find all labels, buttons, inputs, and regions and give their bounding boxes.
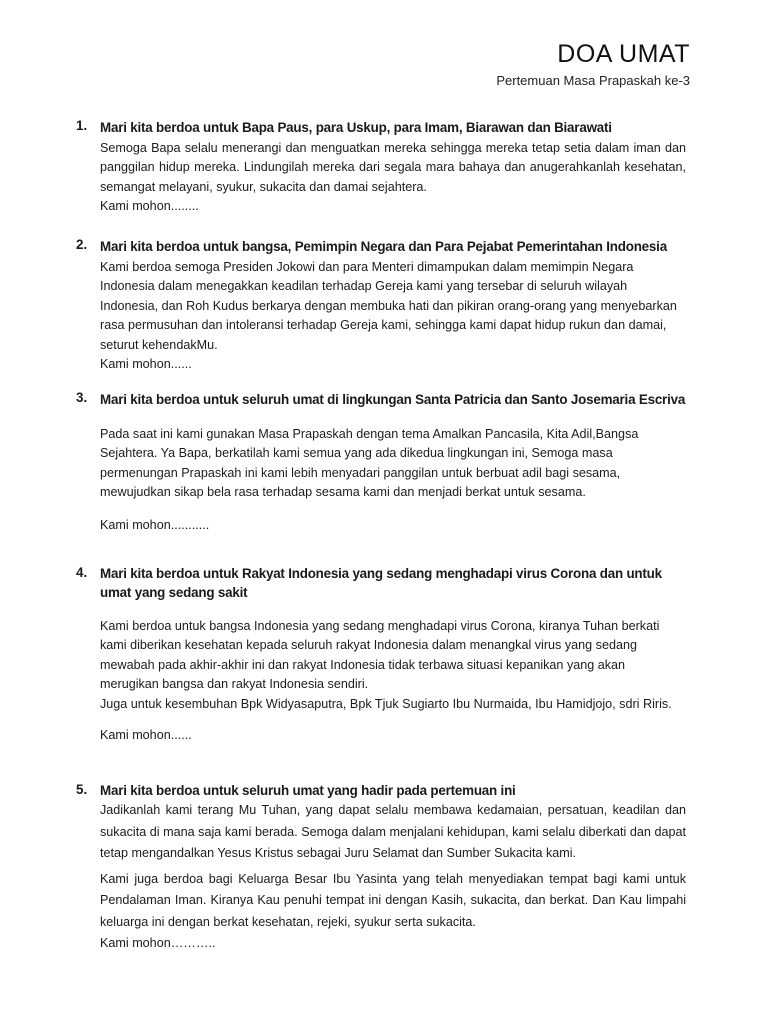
prayer-item-3 (76, 389, 686, 535)
page-title: DOA UMAT (557, 40, 690, 68)
prayer-number: 2. (76, 237, 88, 252)
prayer-paragraph: Jadikanlah kami terang Mu Tuhan, yang dapat selalu membawa kedamaian, persatuan, keadilan dan sukacita di mana saja kami berada. Semoga dalam menjalani kehidupan, kami selalu diberkati dan dapat tetap mengandalkan Yesus Kristus sebagai Juru Selamat dan Sumber Sukacita kami. (100, 803, 686, 861)
prayer-body (100, 425, 686, 503)
prayer-heading: Mari kita berdoa untuk Bapa Paus, para Uskup, para Imam, Biarawan dan Biarawati (100, 120, 612, 135)
prayer-paragraph: Juga untuk kesembuhan Bpk Widyasaputra, Bpk Tjuk Sugiarto Ibu Nurmaida, Ibu Hamidjojo, sdri Riris. (100, 696, 672, 711)
prayer-heading: Mari kita berdoa untuk seluruh umat yang hadir pada pertemuan ini (100, 783, 516, 798)
prayer-closing: Kami mohon........... (100, 517, 210, 532)
prayer-heading: Mari kita berdoa untuk seluruh umat di lingkungan Santa Patricia dan Santo Josemaria Escriva (100, 392, 686, 407)
prayer-body (100, 617, 686, 714)
prayer-closing: Kami mohon........ (100, 199, 199, 214)
page-subtitle: Pertemuan Masa Prapaskah ke-3 (496, 73, 690, 88)
prayer-paragraph: Kami juga berdoa bagi Keluarga Besar Ibu Yasinta yang telah menyediakan tempat bagi kami untuk Pendalaman Iman. Kiranya Kau penuhi tempat ini dengan Kasih, sukacita, dan berkat. Dan Kau limpahi keluarga ini dengan berkat kesehatan, rejeki, syukur serta sukacita. (100, 871, 686, 929)
prayer-closing: Kami mohon……….. (100, 935, 216, 950)
prayer-body (100, 258, 686, 355)
prayer-body (100, 800, 686, 934)
prayer-closing: Kami mohon...... (100, 728, 192, 743)
prayer-item-1 (76, 117, 686, 217)
prayer-number: 5. (76, 782, 88, 797)
prayer-item-5 (76, 781, 686, 953)
prayer-number: 1. (76, 118, 88, 133)
prayer-paragraph: Kami berdoa semoga Presiden Jokowi dan para Menteri dimampukan dalam memimpin Negara Indonesia dalam menegakkan keadilan terhadap Gereja kami yang tersebar di seluruh wilayah Indonesia, dan Roh Kudus berkarya dengan membuka hati dan pikiran orang-orang yang menyebarkan rasa permusuhan dan intoleransi terhadap Gereja kami, sehingga kami dapat hidup rukun dan damai, seturut kehendakMu. (100, 260, 677, 352)
prayer-paragraph: Pada saat ini kami gunakan Masa Prapaskah dengan tema Amalkan Pancasila, Kita Adil,Bangsa Sejahtera. Ya Bapa, berkatilah kami semua yang ada dikedua lingkungan ini, Semoga masa permenungan Prapaskah ini kami lebih menyadari panggilan untuk berbuat adil bagi sesama, mewujudkan sikap bela rasa terhadap sesama kami dan menjadi berkat untuk sesama. (100, 427, 639, 500)
prayer-item-2 (76, 236, 686, 374)
prayer-closing: Kami mohon...... (100, 357, 192, 372)
prayer-heading: Mari kita berdoa untuk bangsa, Pemimpin Negara dan Para Pejabat Pemerintahan Indonesia (100, 239, 667, 254)
prayer-item-4 (76, 564, 686, 745)
prayer-number: 3. (76, 390, 88, 405)
prayer-number: 4. (76, 565, 88, 580)
prayer-body (100, 139, 686, 197)
prayer-heading: Mari kita berdoa untuk Rakyat Indonesia yang sedang menghadapi virus Corona dan untuk umat yang sedang sakit (100, 566, 662, 600)
prayer-paragraph: Kami berdoa untuk bangsa Indonesia yang sedang menghadapi virus Corona, kiranya Tuhan berkati kami diberikan kesehatan kepada seluruh rakyat Indonesia dalam menangkal virus yang sedang mewabah pada akhir-akhir ini dan rakyat Indonesia tidak terbawa situasi kepanikan yang akan merugikan bangsa dan rakyat Indonesia sendiri. (100, 619, 660, 692)
prayer-paragraph: Semoga Bapa selalu menerangi dan menguatkan mereka sehingga mereka tetap setia dalam iman dan panggilan hidup mereka. Lindungilah mereka dari segala mara bahaya dan anugerahkanlah kesehatan, semangat melayani, syukur, sukacita dan damai sejahtera. (100, 141, 686, 194)
